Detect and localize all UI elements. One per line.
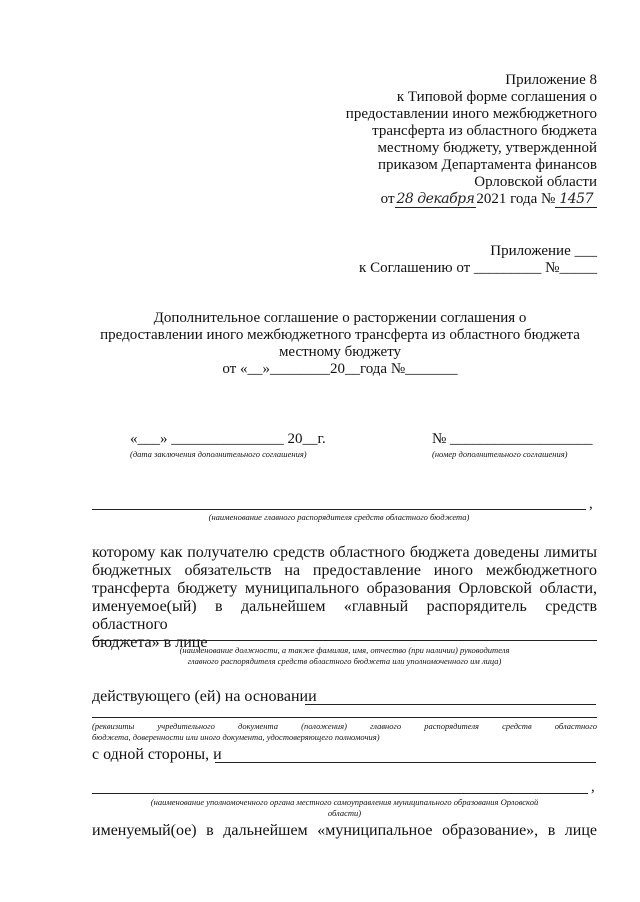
appendix-8-line-6: Орловской области <box>474 174 597 190</box>
handwritten-date: 28 декабря <box>396 191 475 207</box>
title-line-3: местному бюджету <box>278 344 402 360</box>
p1-line-1: которому как получателю средств областного бюджета доведены лимиты <box>92 544 597 561</box>
requisites-caption <box>92 721 597 743</box>
local-org-caption-line-2: области) <box>327 808 362 818</box>
appendix-blank-header <box>300 243 597 277</box>
position-caption-line-2: главного распорядителя средств областного бюджета или уполномоченного им лица) <box>187 656 502 666</box>
appendix-8-line-1: к Типовой форме соглашения о <box>396 89 597 105</box>
p1-line-5: бюджета» в лице <box>92 634 208 651</box>
main-manager-line <box>92 509 586 510</box>
agreement-date-caption: (дата заключения дополнительного соглашения) <box>130 449 307 459</box>
main-manager-caption: (наименование главного распорядителя средств областного бюджета) <box>208 512 470 522</box>
agreement-date-field: «___» _______________ 20__г. <box>130 431 326 447</box>
title-line-2: предоставлении иного межбюджетного трансферта из областного бюджета <box>100 327 580 343</box>
appendix-blank-line-2: к Соглашению от _________ №_____ <box>359 260 597 276</box>
position-line <box>92 640 597 641</box>
p1-line-4: именуемое(ый) в дальнейшем «главный распорядитель средств областного <box>92 598 597 633</box>
local-org-comma: , <box>591 779 595 795</box>
local-org-caption <box>92 797 597 819</box>
date-year: 2021 года № <box>476 191 556 207</box>
agreement-number-field: № ___________________ <box>432 431 593 447</box>
paragraph-recipient <box>92 544 597 652</box>
acting-basis-line <box>305 704 596 705</box>
p1-line-2: бюджетных обязательств на предоставление иного межбюджетного <box>92 562 597 579</box>
handwritten-number: 1457 <box>555 191 597 208</box>
appendix-8-line-5: приказом Департамента финансов <box>377 157 597 173</box>
requisites-caption-line-1: (реквизиты учредительного документа (положения) главного распорядителя средств областного <box>92 721 597 731</box>
appendix-blank-line-1: Приложение ___ <box>490 243 597 259</box>
position-caption <box>92 645 597 667</box>
local-org-line <box>92 793 588 794</box>
local-org-caption-line-1: (наименование уполномоченного органа местного самоуправления муниципального образования Орловской <box>150 797 539 807</box>
appendix-8-date-line <box>300 191 597 208</box>
title-line-1: Дополнительное соглашение о расторжении соглашения о <box>153 310 527 326</box>
appendix-8-line-2: предоставлении иного межбюджетного <box>345 106 597 122</box>
municipality-named-line: именуемый(ое) в дальнейшем «муниципальное образование», в лице <box>92 822 597 839</box>
appendix-8-line-3: трансферта из областного бюджета <box>372 123 597 139</box>
one-side-label: с одной стороны, и <box>92 746 222 763</box>
agreement-number-caption: (номер дополнительного соглашения) <box>432 449 568 459</box>
appendix-8-title: Приложение 8 <box>505 72 597 88</box>
main-manager-comma: , <box>589 496 593 512</box>
date-prefix: от <box>380 191 395 207</box>
p1-line-3: трансферта бюджету муниципального образования Орловской области, <box>92 580 597 597</box>
appendix-8-header <box>300 72 597 208</box>
appendix-8-line-4: местному бюджету, утвержденной <box>377 140 597 156</box>
acting-basis-label: действующего (ей) на основании <box>92 688 317 705</box>
document-title <box>60 310 620 378</box>
title-line-4: от «__»________20__года №_______ <box>222 361 458 377</box>
requisites-line <box>92 717 597 718</box>
one-side-line <box>215 762 596 763</box>
requisites-caption-line-2: бюджета, доверенности или иного документа, удостоверяющего полномочия) <box>92 732 380 742</box>
position-caption-line-1: (наименование должности, а также фамилия, имя, отчество (при наличии) руководителя <box>179 645 510 655</box>
